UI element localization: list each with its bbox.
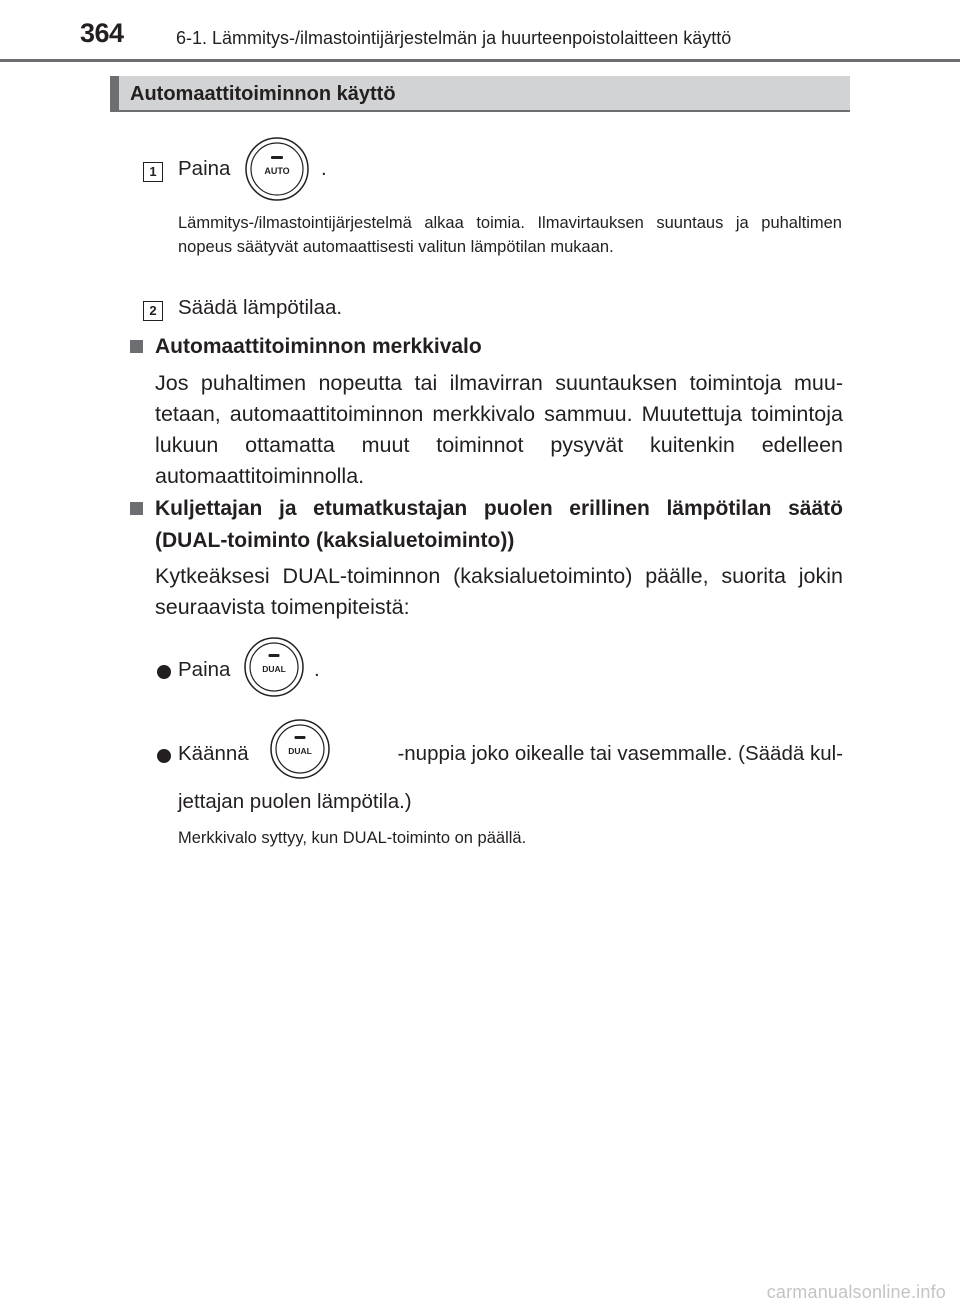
step-2-text: Säädä lämpötilaa. bbox=[178, 296, 343, 319]
dual-option-2-line2: jettajan puolen lämpötila.) bbox=[178, 790, 412, 813]
dual-body: Kytkeäksesi DUAL-toiminnon (kaksialuetoiminto) päälle, suorita jokin seuraavista toimenpiteistä: bbox=[155, 564, 843, 619]
indicator-heading: Automaattitoiminnon merkkivalo bbox=[155, 335, 482, 358]
step-1-note: Lämmitys-/ilmastointijärjestelmä alkaa toimia. Ilmavirtauksen suuntaus ja puhaltimen nopeus säätyvät automaattisesti valitun lämpötilan mukaan. bbox=[178, 214, 842, 256]
page-header-title: 6-1. Lämmitys-/ilmastointijärjestelmän ja huurteenpoistolaitteen käyttö bbox=[176, 28, 732, 48]
indicator-body: Jos puhaltimen nopeutta tai ilmavirran suuntauksen toimintoja muutetaan, automaattitoiminnon merkkivalo sammuu. Muutettuja toimintoja lukuun ottamatta muut toiminnot pysyvät kuitenkin edelleen automaattitoiminnolla. bbox=[155, 371, 843, 488]
dual-button-label: DUAL bbox=[262, 664, 286, 674]
dual-knob-label: DUAL bbox=[288, 746, 312, 756]
page-number: 364 bbox=[80, 18, 124, 48]
auto-button-icon bbox=[244, 136, 310, 202]
step-1-text: Paina bbox=[178, 157, 231, 180]
dual-note: Merkkivalo syttyy, kun DUAL-toiminto on päällä. bbox=[178, 829, 527, 847]
dual-heading-line1: Kuljettajan ja etumatkustajan puolen erillinen lämpötilan säätö bbox=[155, 497, 843, 520]
section-heading-bar bbox=[110, 76, 850, 112]
dual-button-icon bbox=[243, 636, 305, 698]
header-divider bbox=[0, 59, 960, 62]
dual-option-1-period: . bbox=[314, 658, 320, 681]
dual-option-2-text: Käännä bbox=[178, 742, 249, 765]
square-bullet-icon bbox=[130, 340, 143, 353]
step-number-1: 1 bbox=[143, 162, 163, 182]
dual-option-2-rest: -nuppia joko oikealle tai vasemmalle. (Säädä kul- bbox=[397, 742, 843, 765]
dual-option-1-text: Paina bbox=[178, 658, 231, 681]
step-1-period: . bbox=[321, 157, 327, 180]
watermark: carmanualsonline.info bbox=[766, 1282, 946, 1302]
step-number-2: 2 bbox=[143, 301, 163, 321]
square-bullet-icon bbox=[130, 502, 143, 515]
dual-knob-icon bbox=[269, 718, 331, 780]
auto-button-label: AUTO bbox=[264, 166, 290, 176]
section-title: Automaattitoiminnon käyttö bbox=[130, 83, 396, 105]
dual-heading-line2: (DUAL-toiminto (kaksialuetoiminto)) bbox=[155, 529, 515, 552]
round-bullet-icon bbox=[157, 749, 171, 763]
round-bullet-icon bbox=[157, 665, 171, 679]
